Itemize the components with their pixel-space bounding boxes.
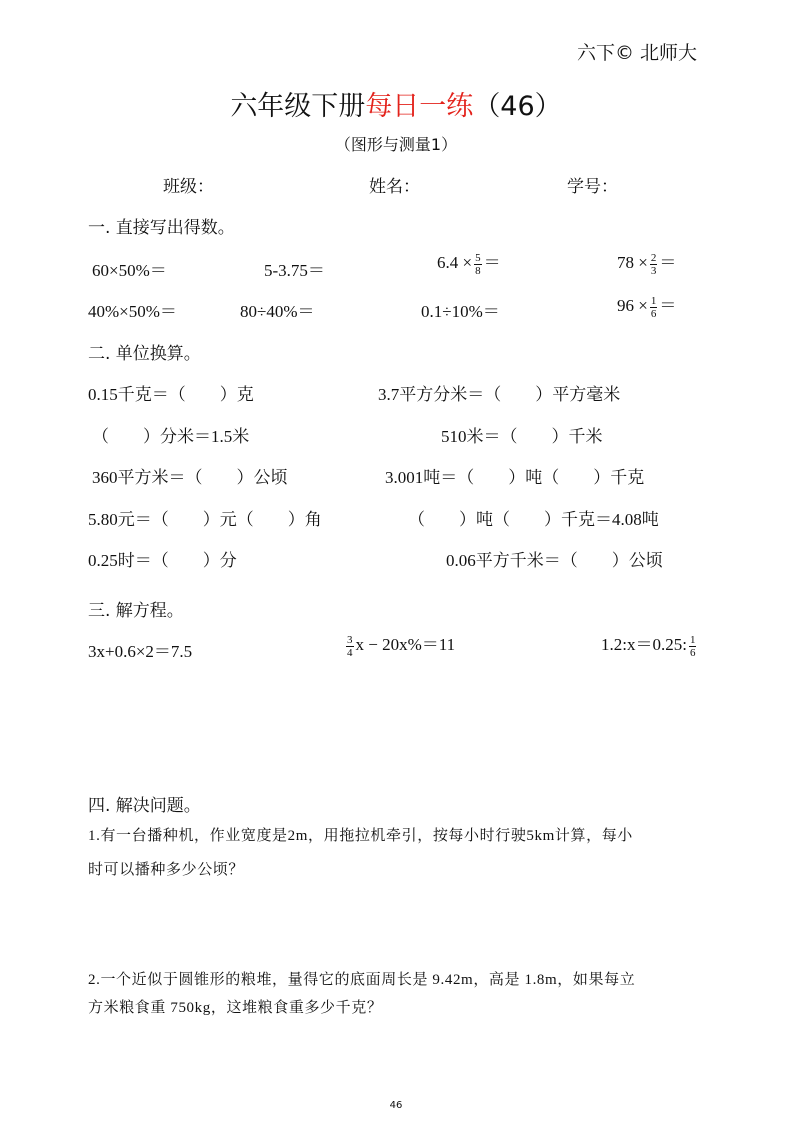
conversion-item: 0.15千克＝（ ）克 [88, 385, 254, 404]
student-id-field-label: 学号： [567, 177, 618, 197]
equation-3: 1.2:x＝0.25: $\frac{1}{6}$ [601, 633, 696, 659]
equation-2: $\frac{3}{4}$ x − 20x%＝11 [347, 633, 456, 659]
fraction: $\frac{3}{4}$ [347, 633, 353, 659]
fraction: $\frac{1}{6}$ [650, 294, 657, 320]
section-1-heading: 一. 直接写出得数。 [88, 218, 235, 238]
section-2-heading: 二. 单位换算。 [88, 344, 201, 364]
calc-item: 80÷40%＝ [240, 302, 315, 321]
section-3-heading: 三. 解方程。 [88, 601, 184, 621]
conversion-item: 510米＝（ ）千米 [441, 427, 603, 446]
page-title [0, 84, 792, 123]
title-suffix: （46） [473, 91, 562, 122]
conversion-item: （ ）分米＝1.5米 [92, 427, 250, 446]
problem-2-line-1: 2.一个近似于圆锥形的粮堆，量得它的底面周长是 9.42m，高是 1.8m，如果每立 [88, 972, 636, 988]
equation-1: 3x+0.6×2＝7.5 [88, 642, 193, 661]
title-highlight: 每日一练 [365, 91, 474, 122]
problem-1-line-1: 1.有一台播种机，作业宽度是2m，用拖拉机牵引，按每小时行驶5km计算，每小 [88, 828, 633, 844]
page-subtitle: （图形与测量1） [334, 135, 458, 154]
conversion-item: 0.25时＝（ ）分 [88, 551, 237, 570]
class-field-label: 班级： [163, 177, 214, 197]
conversion-item: 0.06平方千米＝（ ）公顷 [446, 551, 663, 570]
fraction: $\frac{2}{3}$ [650, 251, 657, 277]
calc-item: 5-3.75＝ [264, 261, 325, 280]
calc-item: 0.1÷10%＝ [421, 302, 500, 321]
conversion-item: 3.7平方分米＝（ ）平方毫米 [378, 385, 621, 404]
fraction: $\frac{5}{8}$ [475, 251, 481, 277]
title-main: 六年级下册 [230, 91, 366, 122]
conversion-item: 360平方米＝（ ）公顷 [92, 468, 288, 487]
page-number: 46 [389, 1100, 403, 1111]
problem-1-line-2: 时可以播种多少公顷？ [88, 862, 245, 878]
fraction: $\frac{1}{6}$ [689, 633, 696, 659]
calc-item: 96 × $\frac{1}{6}$ ＝ [617, 294, 677, 320]
conversion-item: 5.80元＝（ ）元（ ）角 [88, 510, 322, 529]
calc-item: 60×50%＝ [92, 261, 167, 280]
calc-item: 40%×50%＝ [88, 302, 177, 321]
calc-item: 78 × $\frac{2}{3}$ ＝ [617, 251, 677, 277]
section-4-heading: 四. 解决问题。 [88, 796, 201, 816]
name-field-label: 姓名： [369, 177, 420, 197]
problem-2-line-2: 方米粮食重 750kg，这堆粮食重多少千克？ [88, 1000, 383, 1016]
conversion-item: 3.001吨＝（ ）吨（ ）千克 [385, 468, 645, 487]
conversion-item: （ ）吨（ ）千克＝4.08吨 [408, 510, 659, 529]
grade-publisher-label: 六下© 北师大 [576, 42, 697, 64]
calc-item: 6.4 × $\frac{5}{8}$ ＝ [437, 251, 501, 277]
